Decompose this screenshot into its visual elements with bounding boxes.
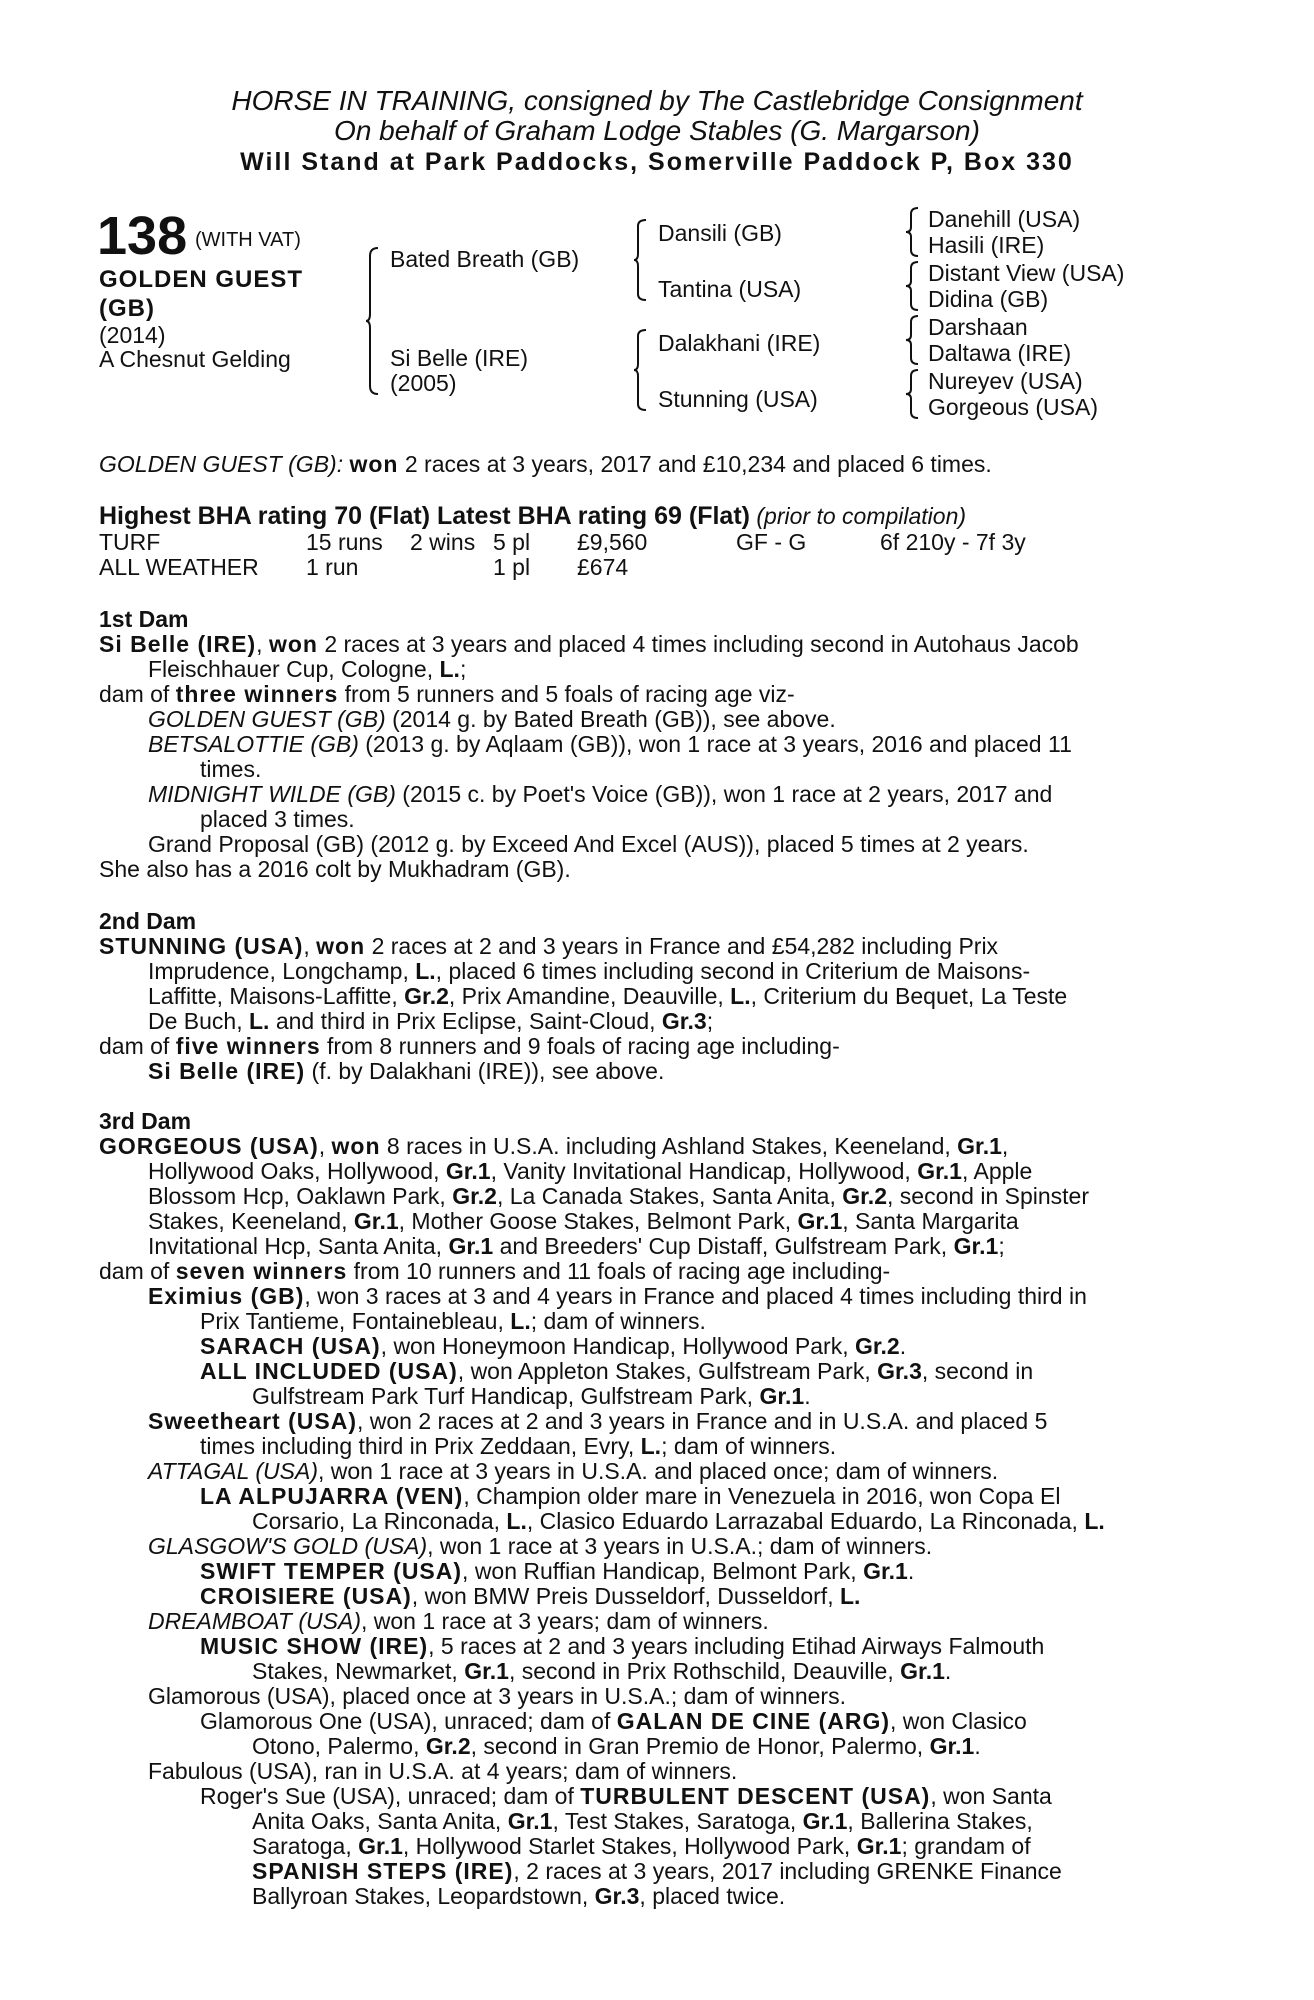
produce-item: Glamorous One (USA), unraced; dam of GALAN DE CINE (ARG), won Clasico <box>200 1708 1027 1734</box>
third-dam-line: Invitational Hcp, Santa Anita, Gr.1 and Breeders' Cup Distaff, Gulfstream Park, Gr.1; <box>148 1233 1005 1259</box>
g-brace-1 <box>906 206 922 258</box>
vat-note: (WITH VAT) <box>195 229 301 251</box>
produce-item-cont: Anita Oaks, Santa Anita, Gr.1, Test Stakes, Saratoga, Gr.1, Ballerina Stakes, <box>252 1808 1033 1834</box>
produce-item-cont: Stakes, Newmarket, Gr.1, second in Prix Rothschild, Deauville, Gr.1. <box>252 1658 952 1684</box>
produce-item-cont: Gulfstream Park Turf Handicap, Gulfstream Park, Gr.1. <box>252 1383 811 1409</box>
produce-item-cont: Saratoga, Gr.1, Hollywood Starlet Stakes, Hollywood Park, Gr.1; grandam of <box>252 1833 1031 1859</box>
sire-parents-brace <box>634 218 650 302</box>
produce-item: Fabulous (USA), ran in U.S.A. at 4 years; dam of winners. <box>148 1758 738 1784</box>
produce-item-cont: times including third in Prix Zeddaan, Evry, L.; dam of winners. <box>200 1433 837 1459</box>
first-dam-line: Si Belle (IRE), won 2 races at 3 years and placed 4 times including second in Autohaus Jacob <box>99 631 1079 657</box>
first-dam-line: dam of three winners from 5 runners and 5 foals of racing age viz- <box>99 681 795 707</box>
dam-parents-brace <box>634 328 650 412</box>
grand-dam-1: Hasili (IRE) <box>928 232 1045 258</box>
grand-dam-4: Gorgeous (USA) <box>928 394 1099 420</box>
horse-description: A Chesnut Gelding <box>99 346 291 372</box>
dam-dam: Stunning (USA) <box>658 386 818 412</box>
dam-year: (2005) <box>390 370 457 396</box>
produce-item-cont: Corsario, La Rinconada, L., Clasico Eduardo Larrazabal Eduardo, La Rinconada, L. <box>252 1508 1105 1534</box>
produce-item-cont: Otono, Palermo, Gr.2, second in Gran Premio de Honor, Palermo, Gr.1. <box>252 1733 981 1759</box>
grand-sire-3: Darshaan <box>928 314 1028 340</box>
third-dam-line: dam of seven winners from 10 runners and 11 foals of racing age including- <box>99 1258 891 1284</box>
third-dam-line: GORGEOUS (USA), won 8 races in U.S.A. including Ashland Stakes, Keeneland, Gr.1, <box>99 1133 1009 1159</box>
produce-note: She also has a 2016 colt by Mukhadram (GB). <box>99 856 571 882</box>
location-line: Will Stand at Park Paddocks, Somerville Paddock P, Box 330 <box>240 148 1074 176</box>
g-brace-4 <box>906 368 922 420</box>
second-dam-line: Imprudence, Longchamp, L., placed 6 times including second in Criterium de Maisons- <box>148 958 1031 984</box>
foaling-year: (2014) <box>99 322 166 348</box>
produce-item: GLASGOW'S GOLD (USA), won 1 race at 3 years in U.S.A.; dam of winners. <box>148 1533 933 1559</box>
third-dam-line: Blossom Hcp, Oaklawn Park, Gr.2, La Canada Stakes, Santa Anita, Gr.2, second in Spinster <box>148 1183 1090 1209</box>
grand-sire-4: Nureyev (USA) <box>928 368 1083 394</box>
produce-item: MIDNIGHT WILDE (GB) (2015 c. by Poet's Voice (GB)), won 1 race at 2 years, 2017 and <box>148 781 1053 807</box>
produce-item: ATTAGAL (USA), won 1 race at 3 years in U.S.A. and placed once; dam of winners. <box>148 1458 999 1484</box>
second-dam-heading: 2nd Dam <box>99 908 197 934</box>
grand-sire-2: Distant View (USA) <box>928 260 1125 286</box>
third-dam-heading: 3rd Dam <box>99 1108 192 1134</box>
third-dam-line: Stakes, Keeneland, Gr.1, Mother Goose Stakes, Belmont Park, Gr.1, Santa Margarita <box>148 1208 1019 1234</box>
lot-number: 138 <box>97 206 188 266</box>
first-dam-line: Fleischhauer Cup, Cologne, L.; <box>148 656 467 682</box>
produce-item-cont: placed 3 times. <box>200 806 355 832</box>
dam-sire: Dalakhani (IRE) <box>658 330 821 356</box>
second-dam-line: dam of five winners from 8 runners and 9 foals of racing age including- <box>99 1033 840 1059</box>
sire: Bated Breath (GB) <box>390 246 580 272</box>
second-dam-line: Laffitte, Maisons-Laffitte, Gr.2, Prix Amandine, Deauville, L., Criterium du Bequet, La Teste <box>148 983 1068 1009</box>
sire-dam: Tantina (USA) <box>658 276 802 302</box>
produce-item: Eximius (GB), won 3 races at 3 and 4 years in France and placed 4 times including third in <box>148 1283 1087 1309</box>
produce-item-cont: Prix Tantieme, Fontainebleau, L.; dam of winners. <box>200 1308 706 1334</box>
produce-item: Grand Proposal (GB) (2012 g. by Exceed And Excel (AUS)), placed 5 times at 2 years. <box>148 831 1029 857</box>
produce-item: Roger's Sue (USA), unraced; dam of TURBULENT DESCENT (USA), won Santa <box>200 1783 1052 1809</box>
g-brace-2 <box>906 260 922 312</box>
grand-dam-3: Daltawa (IRE) <box>928 340 1072 366</box>
produce-item: DREAMBOAT (USA), won 1 race at 3 years; dam of winners. <box>148 1608 769 1634</box>
produce-item: MUSIC SHOW (IRE), 5 races at 2 and 3 years including Etihad Airways Falmouth <box>200 1633 1045 1659</box>
dam: Si Belle (IRE) <box>390 345 529 371</box>
produce-item: LA ALPUJARRA (VEN), Champion older mare in Venezuela in 2016, won Copa El <box>200 1483 1061 1509</box>
second-dam-line: De Buch, L. and third in Prix Eclipse, Saint-Cloud, Gr.3; <box>148 1008 714 1034</box>
second-dam-line: STUNNING (USA), won 2 races at 2 and 3 years in France and £54,282 including Prix <box>99 933 999 959</box>
produce-item-cont: times. <box>200 756 262 782</box>
bha-ratings: Highest BHA rating 70 (Flat) Latest BHA rating 69 (Flat) (prior to compilation) <box>99 502 967 530</box>
catalogue-page: HORSE IN TRAINING, consigned by The Castlebridge Consignment On behalf of Graham Lodge Stables (G. Margarson) Will Stand at Park Paddocks, Somerville Paddock P, Box 330 138 (WITH VAT) GOLDEN GUEST (GB) (2014) A Chesnut Gelding Bated Breath (GB) Si Belle (IRE) (2005) Dansili (GB) Tantina (USA) Dalakhani (IRE) Stunning (USA) Danehill (USA) Hasili (IRE) Distant View (USA) Didina (GB) Darshaan Daltawa (IRE) Nureyev (USA) Gorgeous (USA) GOLDEN GUEST (GB): won 2 races at 3 years, 2017 and £10,234 and placed 6 times. Highest BHA rating 70 (Flat) Latest BHA rating 69 (Flat) (prior to compilation) TURF 15 runs 2 wins 5 pl £9,560 GF - G 6f 210y - 7f 3y ALL WEATHER 1 run 1 pl £674 1st Dam Si Belle (IRE), won 2 races at 3 years and placed 4 times including second in Autohaus Jacob Fleischhauer Cup, Cologne, L.; dam of three winners from 5 runners and 5 foals of racing age viz- GOLDEN GUEST (GB) (2014 g. by Bated Breath (GB)), see above. BETSALOTTIE (GB) (2013 g. by Aqlaam (GB)), won 1 race at 3 years, 2016 and placed 11 times. MIDNIGHT WILDE (GB) (2015 c. by Poet's Voice (GB)), won 1 race at 2 years, 2017 and placed 3 times. Grand Proposal (GB) (2012 g. by Exceed And Excel (AUS)), placed 5 times at 2 years. She also has a 2016 colt by Mukhadram (GB). 2nd Dam STUNNING (USA), won 2 races at 2 and 3 years in France and £54,282 including Prix Imprudence, Longchamp, L., placed 6 times including second in Criterium de Maisons- Laffitte, Maisons-Laffitte, Gr.2, Prix Amandine, Deauville, L., Criterium du Bequet, La Teste De Buch, L. and third in Prix Eclipse, Saint-Cloud, Gr.3; dam of five winners from 8 runners and 9 foals of racing age including- Si Belle (IRE) (f. by Dalakhani (IRE)), see above. 3rd Dam GORGEOUS (USA), won 8 races in U.S.A. including Ashland Stakes, Keeneland, Gr.1, Hollywood Oaks, Hollywood, Gr.1, Vanity Invitational Handicap, Hollywood, Gr.1, Apple Blossom Hcp, Oaklawn Park, Gr.2, La Canada Stakes, Santa Anita, Gr.2, second in Spinster Stakes, Keeneland, Gr.1, Mother Goose Stakes, Belmont Park, Gr.1, Santa Margarita Invitational Hcp, Santa Anita, Gr.1 and Breeders' Cup Distaff, Gulfstream Park, Gr.1; dam of seven winners from 10 runners and 11 foals of racing age including- Eximius (GB), won 3 races at 3 and 4 years in France and placed 4 times including third in Prix Tantieme, Fontainebleau, L.; dam of winners. SARACH (USA), won Honeymoon Handicap, Hollywood Park, Gr.2. ALL INCLUDED (USA), won Appleton Stakes, Gulfstream Park, Gr.3, second in Gulfstream Park Turf Handicap, Gulfstream Park, Gr.1. Sweetheart (USA), won 2 races at 2 and 3 years in France and in U.S.A. and placed 5 times including third in Prix Zeddaan, Evry, L.; dam of winners. ATTAGAL (USA), won 1 race at 3 years in U.S.A. and placed once; dam of winners. LA ALPUJARRA (VEN), Champion older mare in Venezuela in 2016, won Copa El Corsario, La Rinconada, L., Clasico Eduardo Larrazabal Eduardo, La Rinconada, L. GLASGOW'S GOLD (USA), won 1 race at 3 years in U.S.A.; dam of winners. SWIFT TEMPER (USA), won Ruffian Handicap, Belmont Park, Gr.1. CROISIERE (USA), won BMW Preis Dusseldorf, Dusseldorf, L. DREAMBOAT (USA), won 1 race at 3 years; dam of winners. MUSIC SHOW (IRE), 5 races at 2 and 3 years including Etihad Airways Falmouth Stakes, Newmarket, Gr.1, second in Prix Rothschild, Deauville, Gr.1. Glamorous (USA), placed once at 3 years in U.S.A.; dam of winners. Glamorous One (USA), unraced; dam of GALAN DE CINE (ARG), won Clasico Otono, Palermo, Gr.2, second in Gran Premio de Honor, Palermo, Gr.1. Fabulous (USA), ran in U.S.A. at 4 years; dam of winners. Roger's Sue (USA), unraced; dam of TURBULENT DESCENT (USA), won Santa Anita Oaks, Santa Anita, Gr.1, Test Stakes, Saratoga, Gr.1, Ballerina Stakes, Saratoga, Gr.1, Hollywood Starlet Stakes, Hollywood Park, Gr.1; grandam of SPANISH STEPS (IRE), 2 races at 3 years, 2017 including GRENKE Finance Ballyroan Stakes, Leopardstown, Gr.3, placed twice. <box>0 0 1314 2000</box>
produce-item: CROISIERE (USA), won BMW Preis Dusseldorf, Dusseldorf, L. <box>200 1583 861 1609</box>
produce-item: ALL INCLUDED (USA), won Appleton Stakes, Gulfstream Park, Gr.3, second in <box>200 1358 1034 1384</box>
sire-sire: Dansili (GB) <box>658 220 782 246</box>
consignor-line: HORSE IN TRAINING, consigned by The Castlebridge Consignment <box>231 85 1083 116</box>
produce-item: Glamorous (USA), placed once at 3 years in U.S.A.; dam of winners. <box>148 1683 846 1709</box>
grand-dam-2: Didina (GB) <box>928 286 1049 312</box>
race-summary: GOLDEN GUEST (GB): won 2 races at 3 years, 2017 and £10,234 and placed 6 times. <box>99 451 992 477</box>
produce-item: GOLDEN GUEST (GB) (2014 g. by Bated Breath (GB)), see above. <box>148 706 836 732</box>
produce-item: Sweetheart (USA), won 2 races at 2 and 3 years in France and in U.S.A. and placed 5 <box>148 1408 1048 1434</box>
g-brace-3 <box>906 314 922 366</box>
produce-item: Si Belle (IRE) (f. by Dalakhani (IRE)), see above. <box>148 1058 665 1084</box>
third-dam-line: Hollywood Oaks, Hollywood, Gr.1, Vanity Invitational Handicap, Hollywood, Gr.1, Apple <box>148 1158 1033 1184</box>
grand-sire-1: Danehill (USA) <box>928 206 1081 232</box>
produce-item: SARACH (USA), won Honeymoon Handicap, Hollywood Park, Gr.2. <box>200 1333 907 1359</box>
horse-name: GOLDEN GUEST (GB) <box>99 266 304 322</box>
produce-item-cont: SPANISH STEPS (IRE), 2 races at 3 years, 2017 including GRENKE Finance <box>252 1858 1062 1884</box>
produce-item: BETSALOTTIE (GB) (2013 g. by Aqlaam (GB)), won 1 race at 3 years, 2016 and placed 11 <box>148 731 1072 757</box>
produce-item-cont: Ballyroan Stakes, Leopardstown, Gr.3, placed twice. <box>252 1883 786 1909</box>
produce-item: SWIFT TEMPER (USA), won Ruffian Handicap, Belmont Park, Gr.1. <box>200 1558 915 1584</box>
vendor-line: On behalf of Graham Lodge Stables (G. Margarson) <box>334 115 980 146</box>
first-dam-heading: 1st Dam <box>99 606 189 632</box>
sire-dam-brace <box>366 246 382 396</box>
